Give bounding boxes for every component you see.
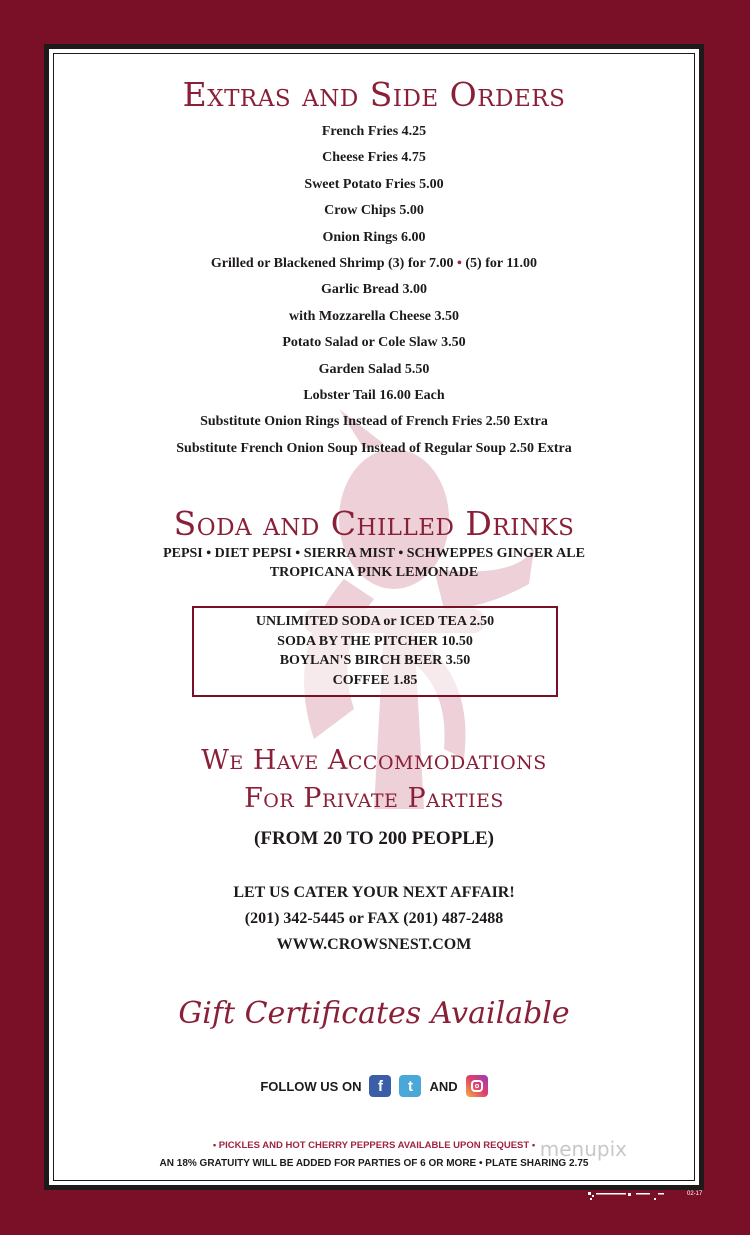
phone-fax: (201) 342-5445 or FAX (201) 487-2488 <box>244 910 504 927</box>
extras-title: Extras and Side Orders <box>182 75 566 114</box>
extras-item: Garden Salad 5.50 <box>318 361 430 377</box>
menu-page <box>49 49 699 1185</box>
extras-item: Cheese Fries 4.75 <box>322 150 426 166</box>
extras-item: Onion Rings 6.00 <box>322 229 426 245</box>
extras-item-shrimp <box>49 251 699 277</box>
drink-brands <box>49 544 699 582</box>
brands-line: PEPSI • DIET PEPSI • SIERRA MIST • SCHWEPPES GINGER ALE <box>163 546 585 561</box>
extras-item: Substitute French Onion Soup Instead of Regular Soup 2.50 Extra <box>176 440 572 456</box>
private-parties-heading <box>49 742 699 818</box>
print-code: 02-17 <box>687 1191 703 1197</box>
extras-item: French Fries 4.25 <box>321 124 427 139</box>
gift-certificates: Gift Certificates Available <box>178 996 570 1031</box>
website: WWW.CROWSNEST.COM <box>276 936 472 953</box>
drink-price-item: COFFEE 1.85 <box>332 672 418 688</box>
catering-info <box>49 880 699 958</box>
parties-line: We Have Accommodations <box>201 745 547 776</box>
print-marks <box>588 1190 680 1202</box>
extras-item: Potato Salad or Cole Slaw 3.50 <box>282 335 466 351</box>
instagram-icon[interactable] <box>466 1075 488 1097</box>
extras-list <box>49 119 699 462</box>
pickles-note: • PICKLES AND HOT CHERRY PEPPERS AVAILABLE UPON REQUEST • <box>212 1140 536 1151</box>
party-capacity: (FROM 20 TO 200 PEOPLE) <box>254 828 494 849</box>
drinks-title: Soda and Chilled Drinks <box>173 504 575 543</box>
drink-price-item: UNLIMITED SODA or ICED TEA 2.50 <box>255 614 495 629</box>
watermark-text: menupix <box>539 1137 627 1161</box>
extras-item: Crow Chips 5.00 <box>324 203 424 219</box>
and-label: AND <box>429 1078 458 1094</box>
drinks-price-box <box>192 606 558 697</box>
extras-item: Garlic Bread 3.00 <box>321 282 427 298</box>
parties-line: For Private Parties <box>244 783 504 814</box>
gratuity-note: AN 18% GRATUITY WILL BE ADDED FOR PARTIES OF 6 OR MORE • PLATE SHARING 2.75 <box>159 1158 589 1169</box>
facebook-icon[interactable]: f <box>369 1075 391 1097</box>
drink-price-item: BOYLAN'S BIRCH BEER 3.50 <box>279 653 471 668</box>
footer-notes <box>49 1136 699 1172</box>
extras-item: Sweet Potato Fries 5.00 <box>304 176 444 192</box>
shrimp-five: (5) for 11.00 <box>465 255 538 271</box>
extras-item: Lobster Tail 16.00 Each <box>303 387 445 403</box>
brands-line: TROPICANA PINK LEMONADE <box>269 565 479 580</box>
twitter-icon[interactable]: t <box>399 1075 421 1097</box>
follow-us <box>49 1073 699 1099</box>
bullet-separator: • <box>456 255 462 271</box>
extras-item: Substitute Onion Rings Instead of French Fries 2.50 Extra <box>200 414 548 430</box>
cater-text: LET US CATER YOUR NEXT AFFAIR! <box>233 884 515 901</box>
follow-label: FOLLOW US ON <box>260 1078 362 1094</box>
extras-item: with Mozzarella Cheese 3.50 <box>288 308 460 324</box>
shrimp-three: Grilled or Blackened Shrimp (3) for 7.00 <box>210 255 454 271</box>
drink-price-item: SODA BY THE PITCHER 10.50 <box>277 633 473 649</box>
